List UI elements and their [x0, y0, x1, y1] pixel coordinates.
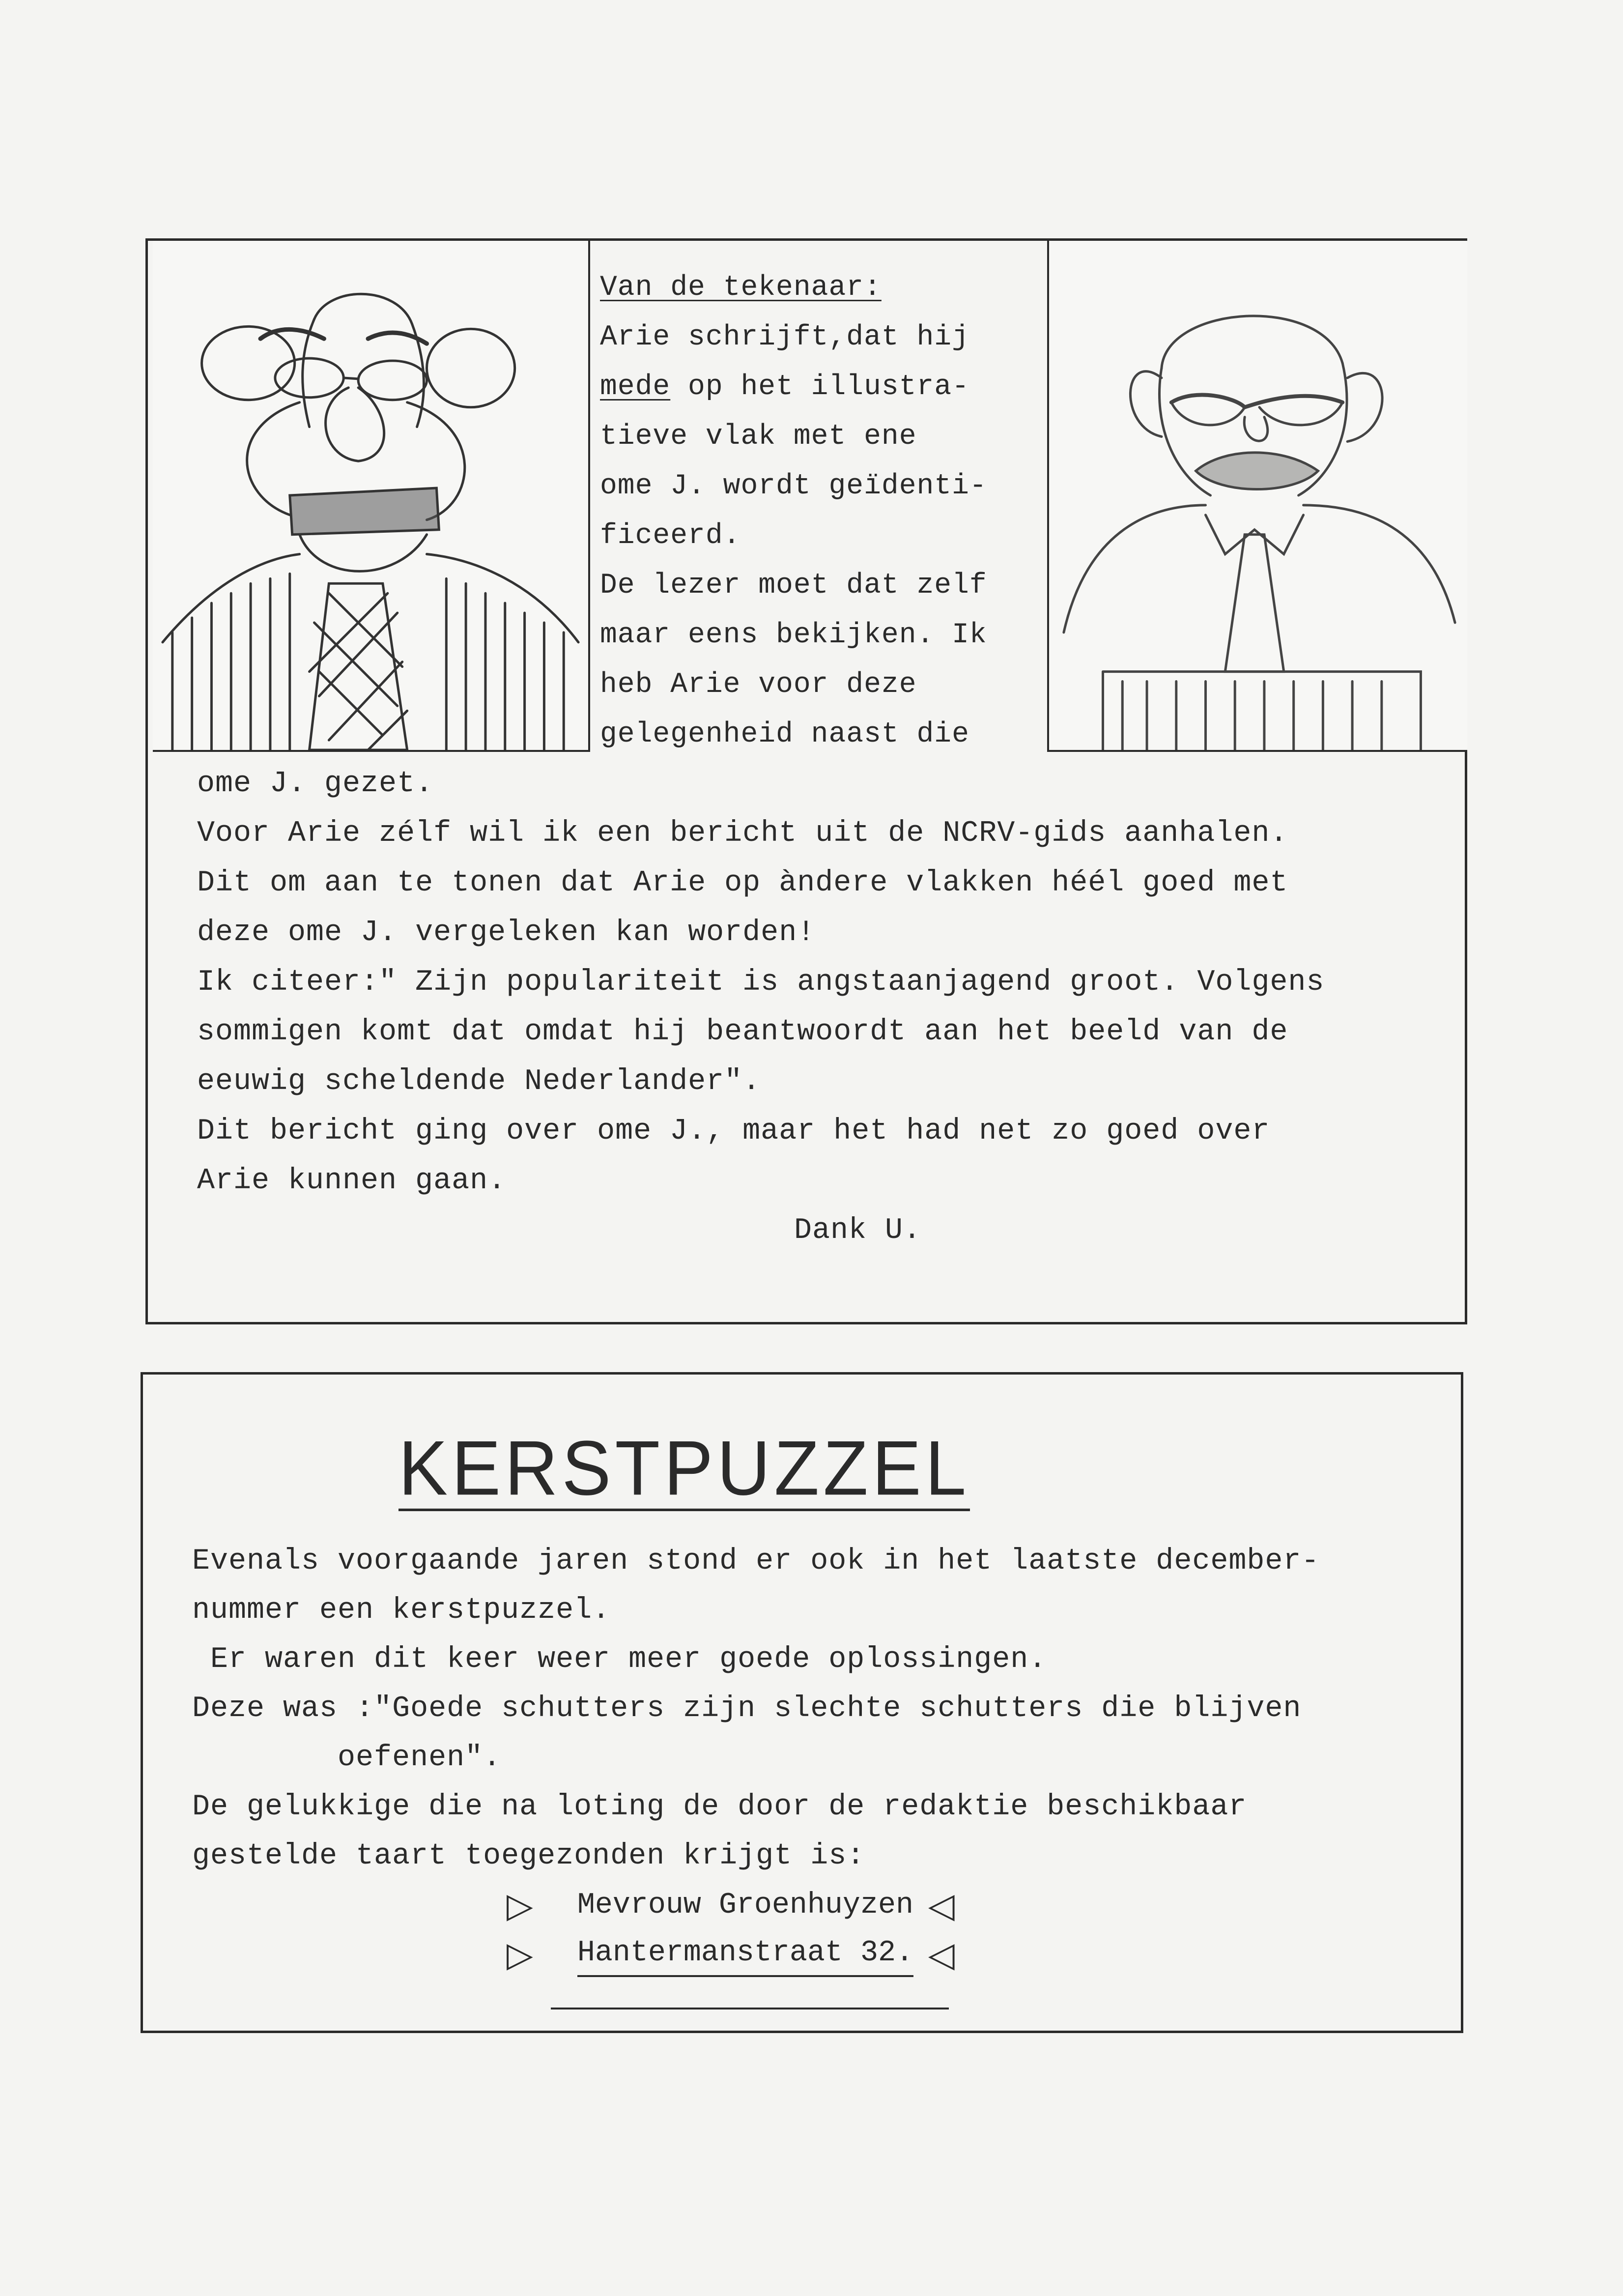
article-line: Voor Arie zélf wil ik een bericht uit de NCRV-gids aanhalen.: [197, 817, 1288, 850]
cartoon-left-panel: [153, 241, 590, 752]
drawer-note: [600, 263, 1042, 759]
article-line: Arie kunnen gaan.: [197, 1164, 507, 1198]
article-body: [197, 759, 1450, 1256]
kerstpuzzel-line: gestelde taart toegezonden krijgt is:: [192, 1839, 865, 1873]
article-signature: Dank U.: [794, 1214, 922, 1247]
winner-name-line: [192, 1881, 1445, 1930]
drawer-note-underlined-word: mede: [600, 371, 671, 403]
triangle-right-icon: ▷: [507, 1934, 533, 1975]
article-line: eeuwig scheldende Nederlander".: [197, 1065, 761, 1098]
kerstpuzzel-body: [192, 1537, 1445, 1979]
kerstpuzzel-line: Er waren dit keer weer meer goede oplossingen.: [192, 1643, 1047, 1676]
winner-address: Hantermanstraat 32.: [577, 1932, 913, 1977]
drawer-note-line: maar eens bekijken. Ik: [600, 619, 987, 651]
closing-rule: [551, 2008, 949, 2009]
drawer-note-heading: Van de tekenaar:: [600, 272, 882, 304]
article-line: Ik citeer:" Zijn populariteit is angstaanjagend groot. Volgens: [197, 966, 1325, 999]
winner-address-line: [192, 1930, 1445, 1979]
article-line: Dit bericht ging over ome J., maar het had net zo goed over: [197, 1115, 1270, 1148]
drawer-note-line: Arie schrijft,dat hij: [600, 321, 969, 353]
kerstpuzzel-title: KERSTPUZZEL: [399, 1424, 970, 1511]
cartoon-man-left-illustration: [153, 241, 588, 750]
article-line: Dit om aan te tonen dat Arie op àndere vlakken héél goed met: [197, 866, 1288, 900]
drawer-note-line: tieve vlak met ene: [600, 421, 917, 453]
winner-name: Mevrouw Groenhuyzen: [577, 1889, 913, 1922]
article-line: deze ome J. vergeleken kan worden!: [197, 916, 816, 949]
drawer-note-line: ficeerd.: [600, 520, 741, 552]
kerstpuzzel-box: [141, 1372, 1463, 2033]
cartoon-article-box: [145, 238, 1467, 1324]
triangle-right-icon: ▷: [507, 1885, 533, 1925]
kerstpuzzel-line: oefenen".: [192, 1741, 502, 1775]
drawer-note-line: ome J. wordt geïdenti-: [600, 470, 987, 502]
kerstpuzzel-line: Evenals voorgaande jaren stond er ook in het laatste december-: [192, 1545, 1320, 1578]
drawer-note-line: gelegenheid naast die: [600, 718, 969, 750]
drawer-note-line: De lezer moet dat zelf: [600, 570, 987, 602]
kerstpuzzel-line: nummer een kerstpuzzel.: [192, 1594, 611, 1627]
cartoon-right-panel: [1047, 241, 1467, 752]
kerstpuzzel-line: Deze was :"Goede schutters zijn slechte schutters die blijven: [192, 1692, 1302, 1725]
drawer-note-line: [600, 362, 1042, 412]
drawer-note-line-text: op het illustra-: [688, 371, 969, 403]
cartoon-man-right-illustration: [1049, 241, 1467, 750]
kerstpuzzel-line: De gelukkige die na loting de door de redaktie beschikbaar: [192, 1790, 1247, 1824]
article-line: sommigen komt dat omdat hij beantwoordt aan het beeld van de: [197, 1015, 1288, 1049]
triangle-left-icon: ◁: [928, 1934, 955, 1975]
triangle-left-icon: ◁: [928, 1885, 955, 1925]
drawer-note-line: heb Arie voor deze: [600, 669, 917, 701]
article-line: ome J. gezet.: [197, 767, 434, 801]
